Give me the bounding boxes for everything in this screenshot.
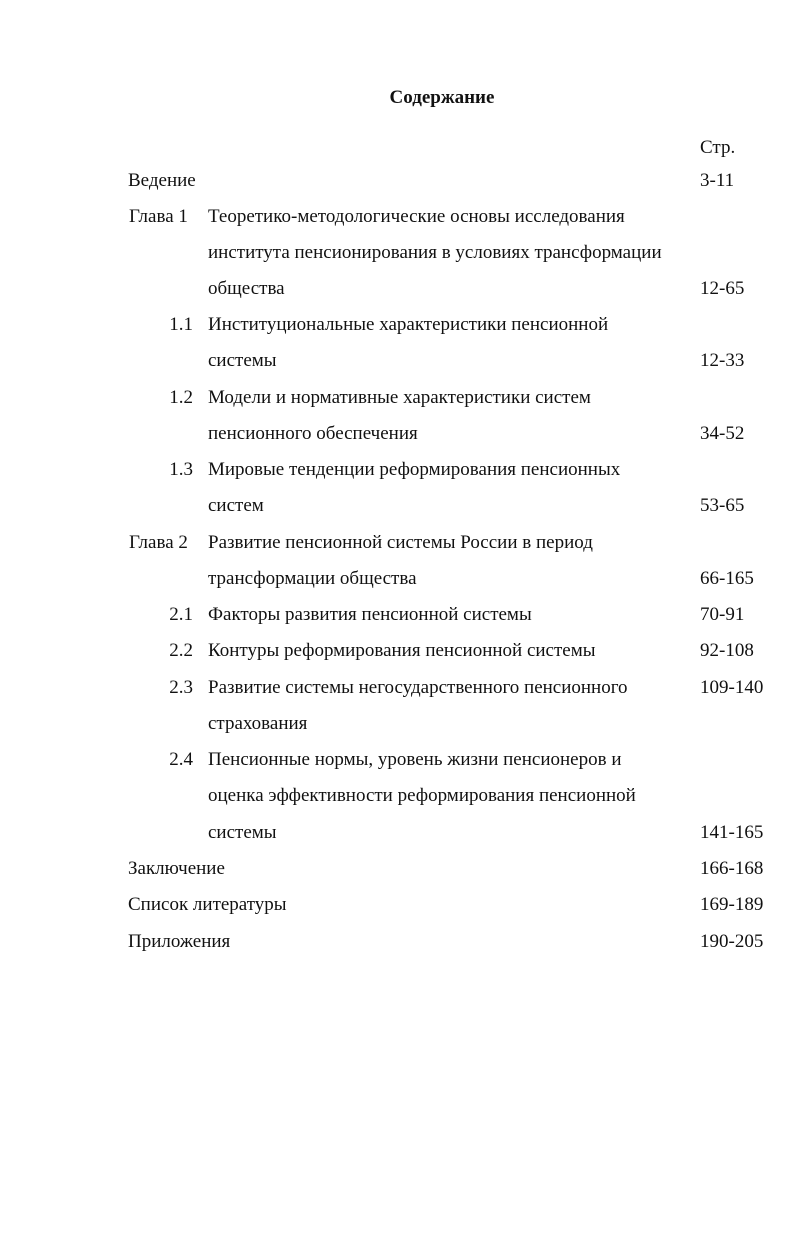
toc-text-line: оценка эффективности реформирования пенсионной: [208, 785, 636, 806]
toc-page-range: 12-65: [700, 278, 745, 299]
toc-section-number: 1.3: [169, 459, 193, 480]
toc-entry-chapter-2: [0, 528, 793, 558]
toc-chapter-label: Глава 2: [129, 532, 188, 553]
toc-text-line: трансформации общества: [208, 568, 417, 589]
toc-text-line: систем: [208, 495, 264, 516]
toc-page-range: 12-33: [700, 350, 745, 371]
toc-text-line: института пенсионирования в условиях трансформации: [208, 242, 662, 263]
toc-entry-section-1-2-cont: [0, 419, 793, 449]
toc-entry-section-1-1: [0, 310, 793, 340]
pages-column-header: Стр.: [700, 137, 736, 158]
toc-entry-section-2-2: [0, 636, 793, 666]
toc-text-line: системы: [208, 350, 277, 371]
toc-label: Заключение: [128, 858, 225, 879]
toc-page-range: 141-165: [700, 822, 764, 843]
toc-text-line: Развитие пенсионной системы России в период: [208, 532, 593, 553]
toc-label: Список литературы: [128, 894, 287, 915]
toc-entry-section-1-3: [0, 455, 793, 485]
toc-page-range: 190-205: [700, 931, 764, 952]
toc-entry-section-1-3-cont: [0, 491, 793, 521]
toc-entry-chapter-2-cont: [0, 564, 793, 594]
toc-text-line: общества: [208, 278, 285, 299]
toc-text-line: Мировые тенденции реформирования пенсионных: [208, 459, 621, 480]
toc-entry-section-2-4-cont: [0, 818, 793, 848]
toc-label: Ведение: [128, 170, 196, 191]
toc-page-range: 3-11: [700, 170, 735, 191]
toc-entry-references: [0, 890, 793, 920]
toc-entry-chapter-1-cont: [0, 274, 793, 304]
toc-section-number: 1.2: [169, 387, 193, 408]
toc-page-range: 169-189: [700, 894, 764, 915]
toc-entry-conclusion: [0, 854, 793, 884]
toc-entry-chapter-1-cont: [0, 238, 793, 268]
toc-chapter-label: Глава 1: [129, 206, 188, 227]
toc-entry-section-1-2: [0, 383, 793, 413]
toc-text-line: Пенсионные нормы, уровень жизни пенсионеров и: [208, 749, 622, 770]
toc-entry-section-2-3: [0, 673, 793, 703]
toc-section-number: 1.1: [169, 314, 193, 335]
toc-text-line: Институциональные характеристики пенсионной: [208, 314, 609, 335]
toc-text-line: Развитие системы негосударственного пенсионного: [208, 677, 628, 698]
toc-text-line: Контуры реформирования пенсионной системы: [208, 640, 596, 661]
toc-section-number: 2.3: [169, 677, 193, 698]
toc-page-range: 53-65: [700, 495, 745, 516]
toc-entry-appendices: [0, 927, 793, 957]
toc-page-range: 34-52: [700, 423, 745, 444]
page-title: Содержание: [389, 87, 495, 108]
toc-entry-intro: [0, 166, 793, 196]
toc-page-range: 66-165: [700, 568, 754, 589]
toc-section-number: 2.1: [169, 604, 193, 625]
toc-page-range: 70-91: [700, 604, 745, 625]
toc-entry-section-2-3-cont: [0, 709, 793, 739]
toc-text-line: системы: [208, 822, 277, 843]
toc-label: Приложения: [128, 931, 231, 952]
toc-text-line: Теоретико-методологические основы исследования: [208, 206, 625, 227]
toc-entry-section-2-1: [0, 600, 793, 630]
toc-entry-chapter-1: [0, 202, 793, 232]
toc-entry-section-2-4: [0, 745, 793, 775]
toc-text-line: Модели и нормативные характеристики систем: [208, 387, 591, 408]
toc-text-line: страхования: [208, 713, 308, 734]
toc-page-range: 109-140: [700, 677, 764, 698]
toc-text-line: Факторы развития пенсионной системы: [208, 604, 532, 625]
toc-text-line: пенсионного обеспечения: [208, 423, 418, 444]
toc-entry-section-2-4-cont: [0, 781, 793, 811]
toc-entry-section-1-1-cont: [0, 346, 793, 376]
toc-page-range: 92-108: [700, 640, 754, 661]
toc-section-number: 2.4: [169, 749, 193, 770]
toc-page-range: 166-168: [700, 858, 764, 879]
toc-section-number: 2.2: [169, 640, 193, 661]
